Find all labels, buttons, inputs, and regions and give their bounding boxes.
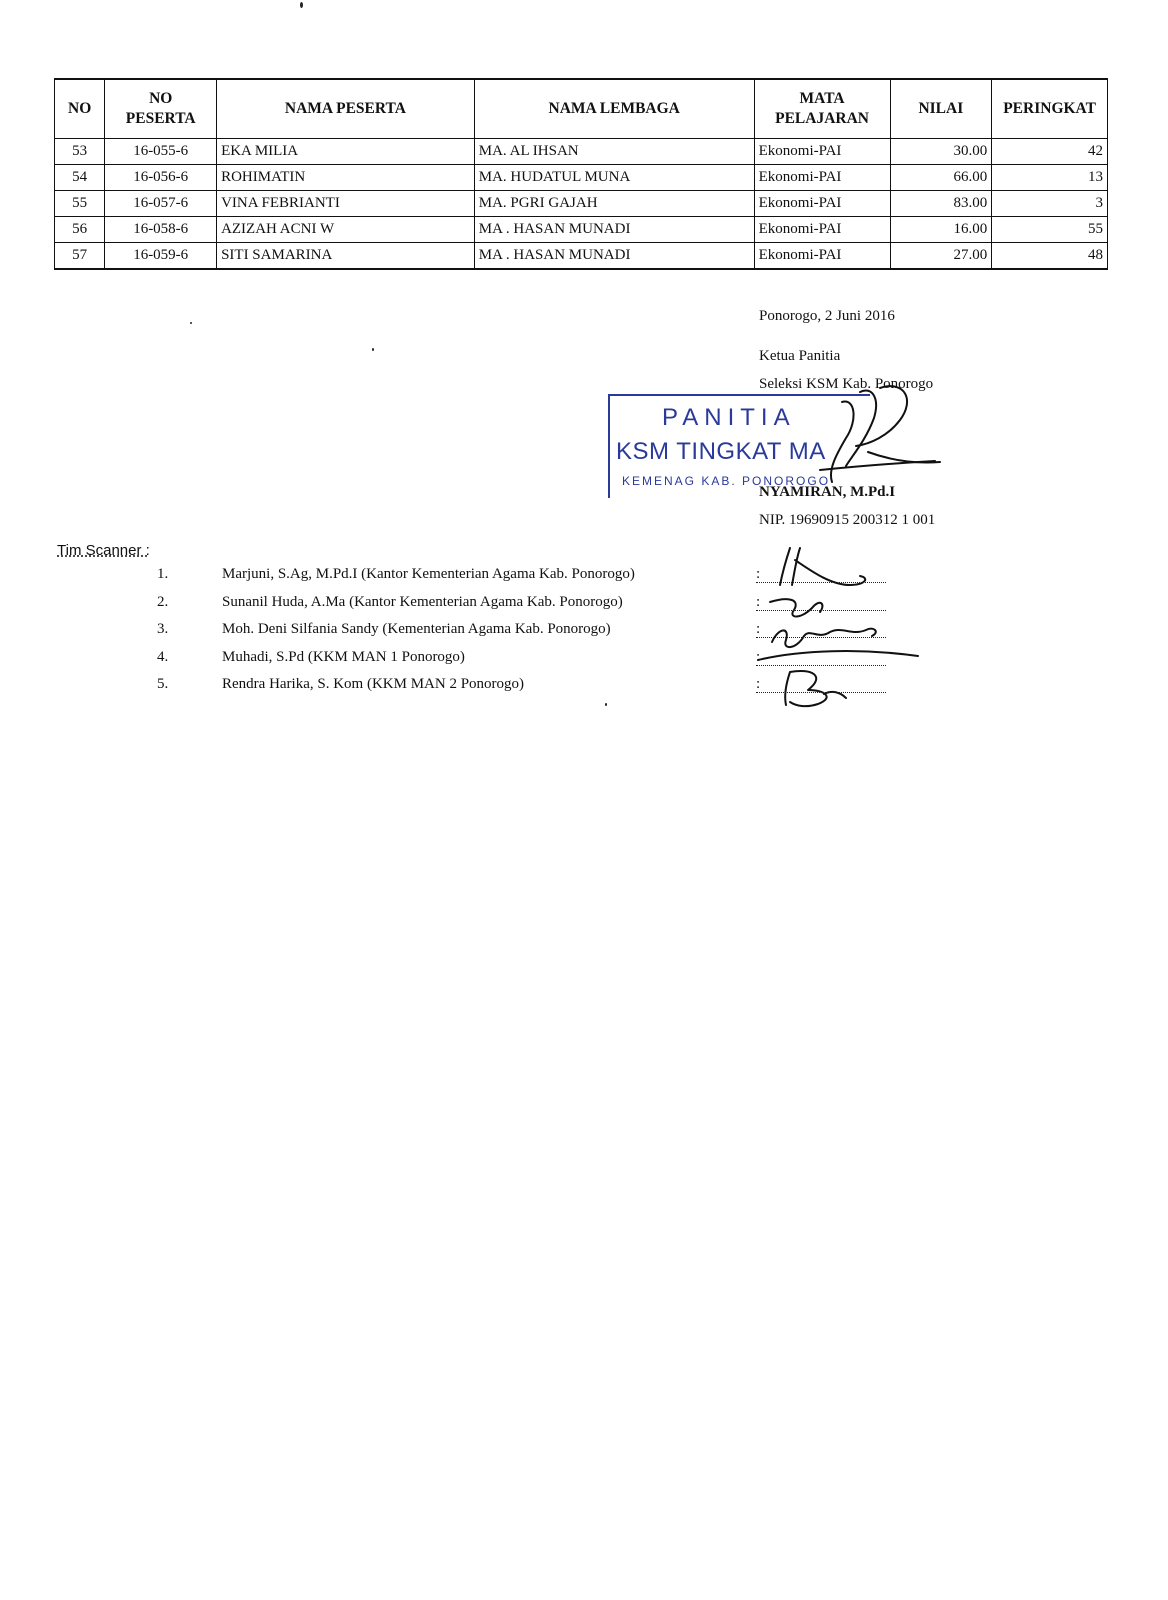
committee-name: Seleksi KSM Kab. Ponorogo <box>759 376 934 392</box>
cell-subject: Ekonomi-PAI <box>754 243 890 270</box>
signature-colon: : <box>756 648 761 665</box>
scan-speck <box>372 348 374 351</box>
cell-institution: MA . HASAN MUNADI <box>474 243 754 270</box>
header-subject: MATA PELAJARAN <box>754 79 890 139</box>
cell-rank: 55 <box>992 217 1108 243</box>
official-stamp <box>608 394 870 498</box>
signature-colon: : <box>756 566 761 582</box>
cell-subject: Ekonomi-PAI <box>754 165 890 191</box>
cell-no: 56 <box>55 217 105 243</box>
dotted-line <box>756 637 886 638</box>
cell-institution: MA . HASAN MUNADI <box>474 217 754 243</box>
cell-participant-number: 16-058-6 <box>105 217 217 243</box>
scanner-team-list <box>140 566 900 704</box>
table-row <box>55 243 1108 270</box>
member-name: Sunanil Huda, A.Ma (Kantor Kementerian Agama Kab. Ponorogo) <box>222 593 623 610</box>
member-number: 3. <box>157 621 169 637</box>
cell-rank: 13 <box>992 165 1108 191</box>
signatory-name: NYAMIRAN, M.Pd.I <box>759 484 896 500</box>
cell-participant-name: EKA MILIA <box>217 139 475 165</box>
cell-rank: 3 <box>992 191 1108 217</box>
dotted-line <box>756 692 886 693</box>
cell-no: 53 <box>55 139 105 165</box>
cell-subject: Ekonomi-PAI <box>754 191 890 217</box>
cell-participant-name: ROHIMATIN <box>217 165 475 191</box>
cell-subject: Ekonomi-PAI <box>754 139 890 165</box>
cell-participant-name: VINA FEBRIANTI <box>217 191 475 217</box>
list-item <box>140 676 900 704</box>
member-name: Rendra Harika, S. Kom (KKM MAN 2 Ponorogo) <box>222 676 525 692</box>
table-header-row <box>55 79 1108 139</box>
header-no: NO <box>55 79 105 139</box>
cell-participant-number: 16-059-6 <box>105 243 217 270</box>
dotted-line <box>756 582 886 583</box>
header-institution: NAMA LEMBAGA <box>474 79 754 139</box>
cell-participant-number: 16-055-6 <box>105 139 217 165</box>
scanner-team-title: Tim Scanner : <box>57 542 150 559</box>
cell-rank: 42 <box>992 139 1108 165</box>
member-number: 4. <box>157 648 169 665</box>
cell-institution: MA. HUDATUL MUNA <box>474 165 754 191</box>
cell-institution: MA. AL IHSAN <box>474 139 754 165</box>
member-name: Muhadi, S.Pd (KKM MAN 1 Ponorogo) <box>222 648 465 665</box>
cell-score: 83.00 <box>890 191 992 217</box>
cell-score: 27.00 <box>890 243 992 270</box>
stamp-line-3: KEMENAG KAB. PONOROGO <box>622 474 831 488</box>
cell-participant-name: SITI SAMARINA <box>217 243 475 270</box>
cell-score: 30.00 <box>890 139 992 165</box>
member-number: 1. <box>157 566 169 582</box>
member-name: Moh. Deni Silfania Sandy (Kementerian Agama Kab. Ponorogo) <box>222 621 611 637</box>
cell-subject: Ekonomi-PAI <box>754 217 890 243</box>
signatory-nip: NIP. 19690915 200312 1 001 <box>759 512 936 528</box>
cell-participant-name: AZIZAH ACNI W <box>217 217 475 243</box>
signature-colon: : <box>756 621 761 637</box>
results-table <box>54 78 1108 270</box>
table-row <box>55 217 1108 243</box>
table-row <box>55 139 1108 165</box>
stamp-line-1: PANITIA <box>662 404 796 431</box>
list-item <box>140 594 900 622</box>
cell-no: 54 <box>55 165 105 191</box>
cell-participant-number: 16-057-6 <box>105 191 217 217</box>
list-item <box>140 649 900 677</box>
signature-colon: : <box>756 676 761 692</box>
scan-speck <box>190 322 192 324</box>
header-participant-number: NO PESERTA <box>105 79 217 139</box>
dotted-line <box>756 610 886 611</box>
cell-rank: 48 <box>992 243 1108 270</box>
stamp-line-2: KSM TINGKAT MA <box>616 438 826 465</box>
table-row <box>55 191 1108 217</box>
member-name: Marjuni, S.Ag, M.Pd.I (Kantor Kementerian Agama Kab. Ponorogo) <box>222 566 635 582</box>
scan-speck <box>300 2 303 8</box>
list-item <box>140 621 900 649</box>
header-rank: PERINGKAT <box>992 79 1108 139</box>
cell-institution: MA. PGRI GAJAH <box>474 191 754 217</box>
header-score: NILAI <box>890 79 992 139</box>
signatory-role: Ketua Panitia <box>759 348 841 364</box>
cell-score: 16.00 <box>890 217 992 243</box>
cell-no: 55 <box>55 191 105 217</box>
dotted-line <box>756 665 886 666</box>
cell-participant-number: 16-056-6 <box>105 165 217 191</box>
cell-no: 57 <box>55 243 105 270</box>
cell-score: 66.00 <box>890 165 992 191</box>
member-number: 5. <box>157 676 169 692</box>
member-number: 2. <box>157 593 169 610</box>
header-participant-name: NAMA PESERTA <box>217 79 475 139</box>
place-and-date: Ponorogo, 2 Juni 2016 <box>759 308 895 324</box>
signature-colon: : <box>756 593 761 610</box>
table-row <box>55 165 1108 191</box>
list-item <box>140 566 900 594</box>
